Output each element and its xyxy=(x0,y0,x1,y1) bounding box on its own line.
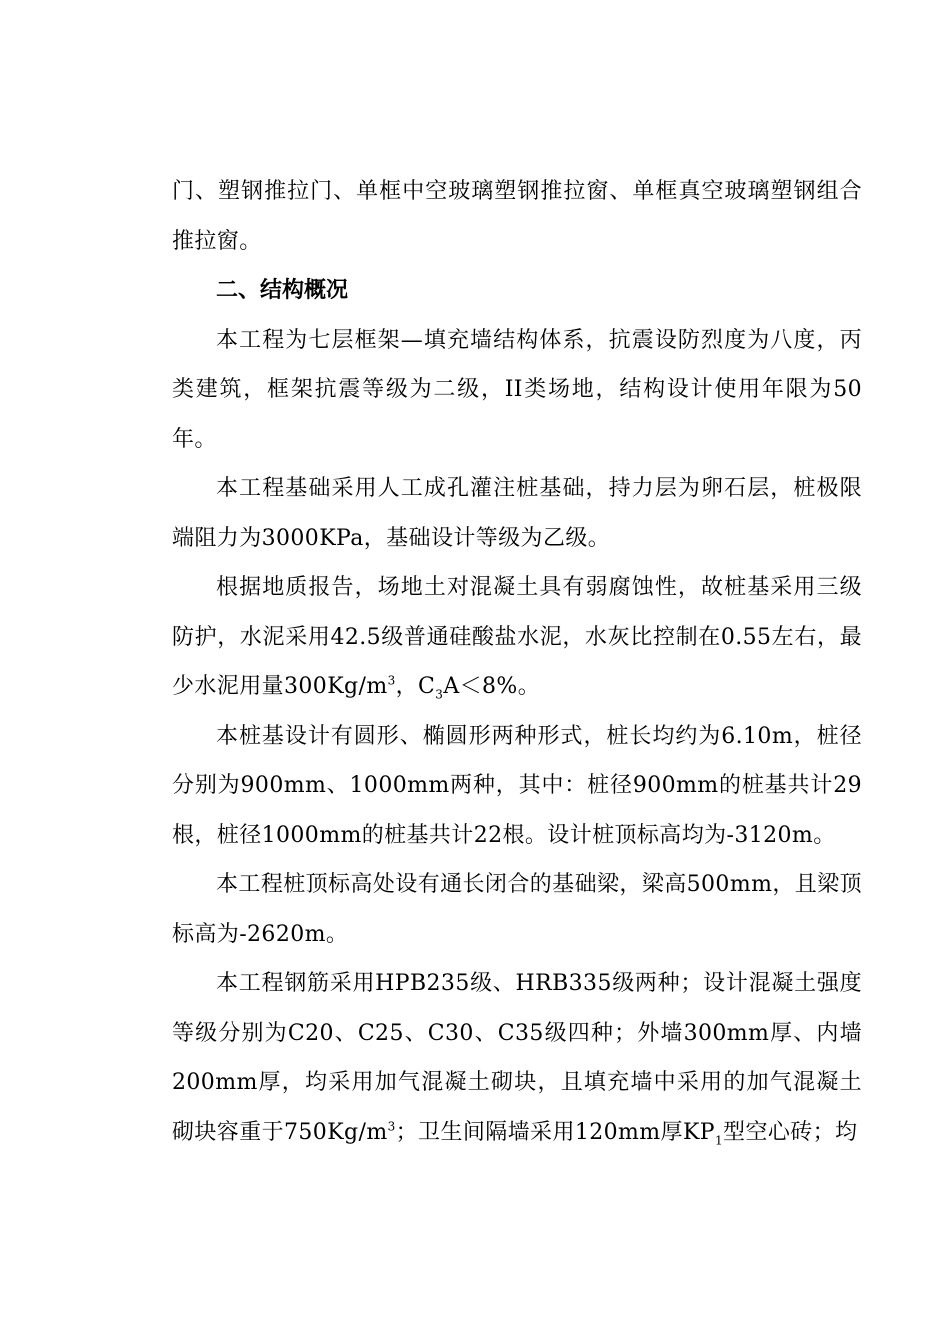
paragraph-piles: 本桩基设计有圆形、椭圆形两种形式，桩长均约为6.10m，桩径分别为900mm、1000mm两种，其中：桩径900mm的桩基共计29根，桩径1000mm的桩基共计22根。设计桩顶标高均为-3120m。 xyxy=(172,723,862,848)
paragraph-geology xyxy=(172,563,862,712)
paragraph-beam: 本工程桩顶标高处设有通长闭合的基础梁，梁高500mm，且梁顶标高为-2620m。 xyxy=(172,872,862,947)
materials-subscript: 1 xyxy=(715,1132,724,1147)
geology-text-3: A＜8%。 xyxy=(443,674,541,699)
geology-superscript: 3 xyxy=(387,673,396,688)
materials-superscript: 3 xyxy=(387,1119,396,1134)
paragraph-materials xyxy=(172,959,862,1157)
geology-text-1: 根据地质报告，场地土对混凝土具有弱腐蚀性，故桩基采用三级防护，水泥采用42.5级普通硅酸盐水泥，水灰比控制在0.55左右，最少水泥用量300Kg/m xyxy=(172,575,862,699)
materials-text-1: 本工程钢筋采用HPB235级、HRB335级两种；设计混凝土强度等级分别为C20、C25、C30、C35级四种；外墙300mm厚、内墙200mm厚，均采用加气混凝土砌块，且填充墙中采用的加气混凝土砌块容重于750Kg/m xyxy=(172,971,862,1145)
materials-text-3: 型空心砖；均 xyxy=(723,1119,858,1145)
geology-subscript: 3 xyxy=(435,687,444,702)
materials-text-2: ；卫生间隔墙采用120mm厚KP xyxy=(395,1119,715,1145)
geology-text-2: ，C xyxy=(395,674,436,699)
document-body xyxy=(172,167,862,1157)
paragraph-foundation: 本工程基础采用人工成孔灌注桩基础，持力层为卵石层，桩极限端阻力为3000KPa，基础设计等级为乙级。 xyxy=(172,476,862,551)
section-heading: 二、结构概况 xyxy=(216,278,349,303)
paragraph-structure: 本工程为七层框架—填充墙结构体系，抗震设防烈度为八度，丙类建筑，框架抗震等级为二级，II类场地，结构设计使用年限为50年。 xyxy=(172,327,862,452)
paragraph-continuation: 门、塑钢推拉门、单框中空玻璃塑钢推拉窗、单框真空玻璃塑钢组合推拉窗。 xyxy=(172,179,862,254)
